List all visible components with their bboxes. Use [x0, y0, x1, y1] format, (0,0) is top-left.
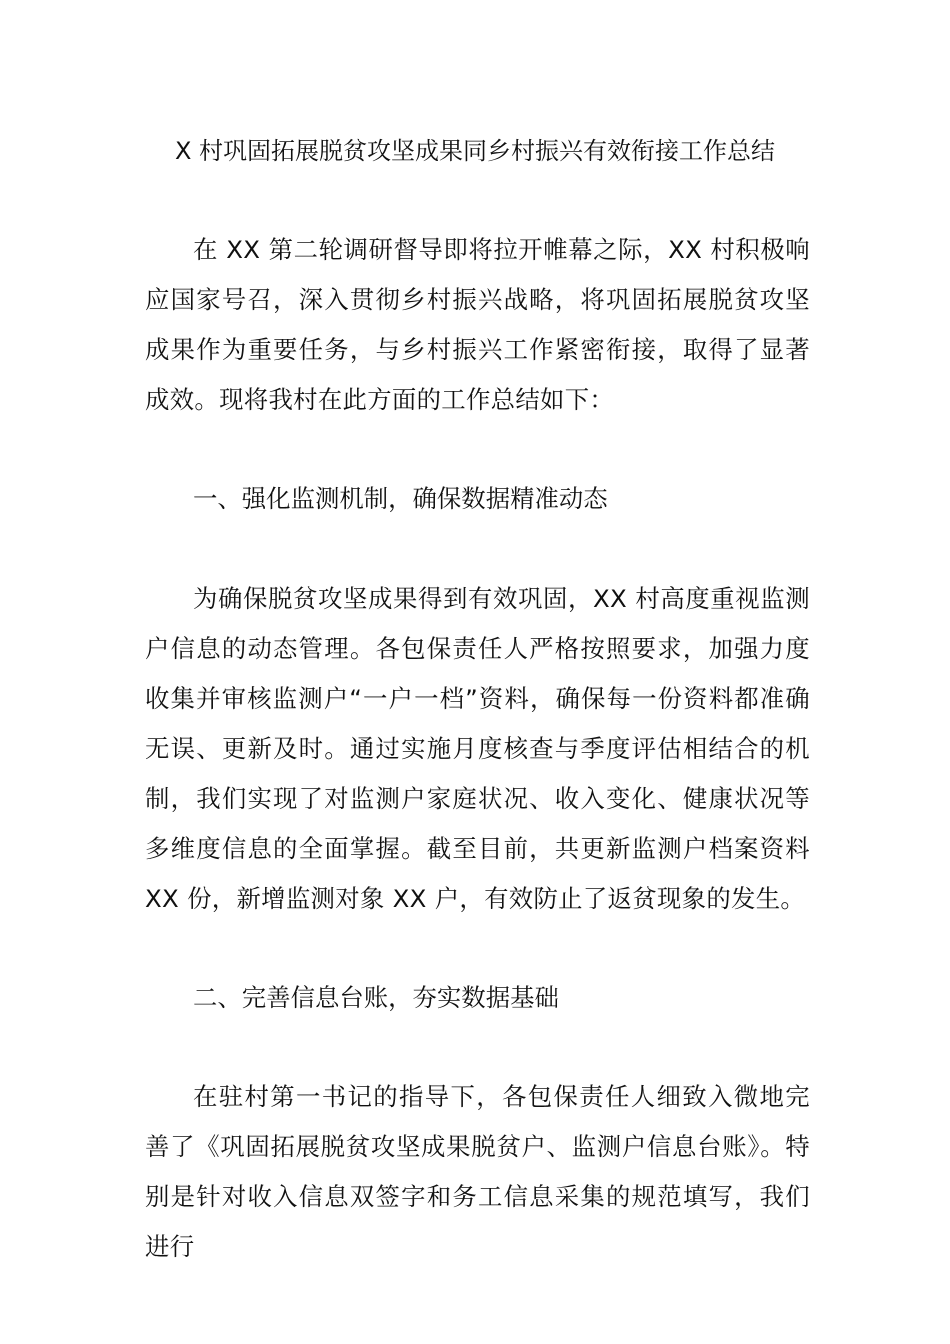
section-2-heading: 二、完善信息台账，夯实数据基础 [193, 983, 559, 1012]
section-1-heading: 一、强化监测机制，确保数据精准动态 [193, 484, 608, 513]
intro-paragraph: 在 XX 第二轮调研督导即将拉开帷幕之际，XX 村积极响应国家号召，深入贯彻乡村振兴战略，将巩固拓展脱贫攻坚成果作为重要任务，与乡村振兴工作紧密衔接，取得了显著成效。现将我村在此方面的工作总结如下： [145, 235, 810, 414]
section-1-paragraph: 为确保脱贫攻坚成果得到有效巩固，XX 村高度重视监测户信息的动态管理。各包保责任人严格按照要求，加强力度收集并审核监测户“一户一档”资料，确保每一份资料都准确无误、更新及时。通过实施月度核查与季度评估相结合的机制，我们实现了对监测户家庭状况、收入变化、健康状况等多维度信息的全面掌握。截至目前，共更新监测户档案资料 XX 份，新增监测对象 XX 户，有效防止了返贫现象的发生。 [145, 584, 810, 913]
document-title: X 村巩固拓展脱贫攻坚成果同乡村振兴有效衔接工作总结 [174, 137, 776, 165]
section-2-paragraph: 在驻村第一书记的指导下，各包保责任人细致入微地完善了《巩固拓展脱贫攻坚成果脱贫户、监测户信息台账》。特别是针对收入信息双签字和务工信息采集的规范填写，我们进行 [145, 1082, 810, 1261]
